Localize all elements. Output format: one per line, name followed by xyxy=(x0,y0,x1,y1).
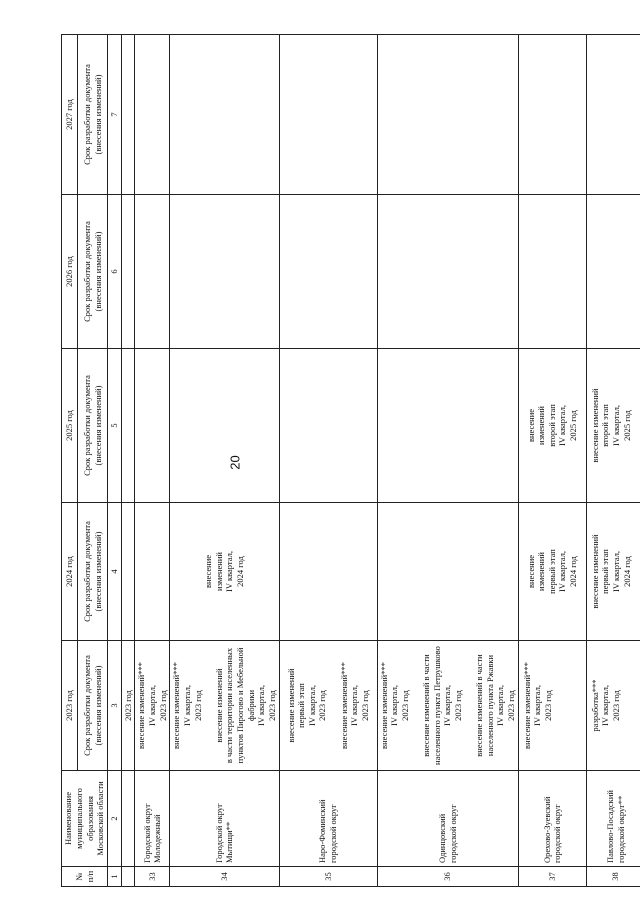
row-number: 35 xyxy=(279,867,377,887)
table-row xyxy=(170,35,279,887)
cell-2024 xyxy=(279,503,377,641)
header-number: № п/п xyxy=(62,867,108,887)
row-number: 36 xyxy=(377,867,518,887)
cell-2026 xyxy=(170,195,279,349)
cell-2023: внесение изменений*** IV квартал, 2023 год внесение изменений в части территории населенных пунктов Пирогово и Мебельной фабрики IV квартал, 2023 год xyxy=(170,641,279,771)
cell-2025: внесение изменений второй этап IV квартал, 2025 год xyxy=(518,349,586,503)
cell-2026 xyxy=(135,195,170,349)
table-row xyxy=(377,35,518,887)
cell-2023: внесение изменений первый этап IV квартал, 2023 год внесение изменений*** IV квартал, 2023 год xyxy=(279,641,377,771)
header-year-2025: 2025 год xyxy=(62,349,78,503)
table-row xyxy=(518,35,586,887)
cell-2026 xyxy=(518,195,586,349)
municipality-name: Павлово-Посадский городской округ** xyxy=(586,771,640,867)
subheader-deadline: Срок разработки документа (внесения изменений) xyxy=(78,641,108,771)
column-number: 1 xyxy=(108,867,122,887)
cell-2024: внесение изменений IV квартал, 2024 год xyxy=(170,503,279,641)
column-number: 7 xyxy=(108,35,122,195)
page-number: 20 xyxy=(227,455,243,470)
cell-2023: внесение изменений*** IV квартал, 2023 год внесение изменений в части населенного пункта Петрушково IV квартал, 2023 год внесение изменений в части населенного пункта Ржавки IV квартал, 2023 год xyxy=(377,641,518,771)
cell-2026 xyxy=(586,195,640,349)
cell-2025 xyxy=(170,349,279,503)
municipality-name: Городской округ Молодежный xyxy=(135,771,170,867)
cell-2027 xyxy=(279,35,377,195)
header-year-2026: 2026 год xyxy=(62,195,78,349)
cell-2025 xyxy=(135,349,170,503)
table-row xyxy=(135,35,170,887)
cell-2026 xyxy=(279,195,377,349)
rotated-table-container xyxy=(61,35,632,887)
header-year-2024: 2024 год xyxy=(62,503,78,641)
cell-2025 xyxy=(279,349,377,503)
column-number: 2 xyxy=(108,771,122,867)
subheader-deadline: Срок разработки документа (внесения изменений) xyxy=(78,349,108,503)
municipality-name: Наро-Фоминский городской округ xyxy=(279,771,377,867)
cell-2023: внесение изменений*** IV квартал, 2023 год xyxy=(135,641,170,771)
continuation-cell: 2023 год xyxy=(121,641,135,771)
column-number: 4 xyxy=(108,503,122,641)
header-row-years xyxy=(62,35,78,887)
cell-2024: внесение изменений первый этап IV квартал, 2024 год xyxy=(518,503,586,641)
cell-2027 xyxy=(170,35,279,195)
cell-2025: внесение изменений второй этап IV квартал, 2025 год xyxy=(586,349,640,503)
table-row xyxy=(279,35,377,887)
header-year-2027: 2027 год xyxy=(62,35,78,195)
header-row-sub xyxy=(78,35,108,887)
header-year-2023: 2023 год xyxy=(62,641,78,771)
header-municipality: Наименование муниципального образования Московской области xyxy=(62,771,108,867)
municipality-name: Одинцовский городской округ xyxy=(377,771,518,867)
cell-2027 xyxy=(586,35,640,195)
column-number-row xyxy=(108,35,122,887)
municipality-name: Орехово-Зуевский городской округ xyxy=(518,771,586,867)
subheader-deadline: Срок разработки документа (внесения изменений) xyxy=(78,35,108,195)
cell-2024: внесение изменений первый этап IV квартал, 2024 год xyxy=(586,503,640,641)
table-row xyxy=(586,35,640,887)
cell-2026 xyxy=(377,195,518,349)
cell-2023: разработка*** IV квартал, 2023 год xyxy=(586,641,640,771)
column-number: 6 xyxy=(108,195,122,349)
column-number: 5 xyxy=(108,349,122,503)
cell-2027 xyxy=(518,35,586,195)
municipality-name: Городской округ Мытищи** xyxy=(170,771,279,867)
cell-2027 xyxy=(135,35,170,195)
row-number: 33 xyxy=(135,867,170,887)
continuation-row xyxy=(121,35,135,887)
row-number: 38 xyxy=(586,867,640,887)
row-number: 37 xyxy=(518,867,586,887)
cell-2025 xyxy=(377,349,518,503)
cell-2024 xyxy=(135,503,170,641)
row-number: 34 xyxy=(170,867,279,887)
cell-2023: внесение изменений*** IV квартал, 2023 год xyxy=(518,641,586,771)
cell-2024 xyxy=(377,503,518,641)
subheader-deadline: Срок разработки документа (внесения изменений) xyxy=(78,503,108,641)
subheader-deadline: Срок разработки документа (внесения изменений) xyxy=(78,195,108,349)
schedule-table xyxy=(61,34,640,887)
cell-2027 xyxy=(377,35,518,195)
column-number: 3 xyxy=(108,641,122,771)
